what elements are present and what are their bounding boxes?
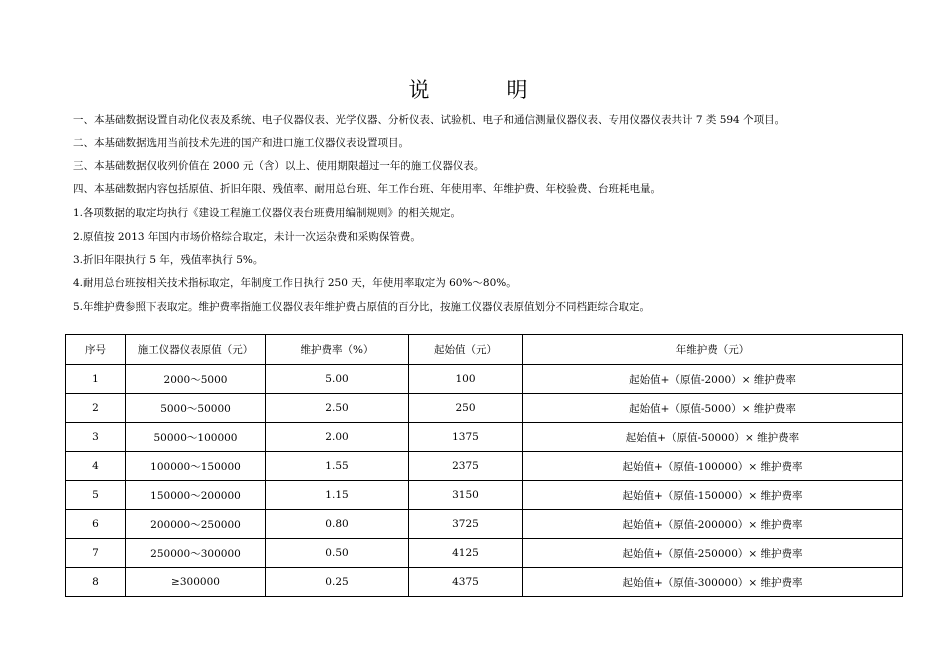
intro-item-2: 二、本基础数据选用当前技术先进的国产和进口施工仪器仪表设置项目。: [73, 137, 409, 149]
cell-annual-fee: 起始值+（原值-200000）× 维护费率: [523, 510, 903, 539]
rule-item-4: 4.耐用总台班按相关技术指标取定，年制度工作日执行 250 天，年使用率取定为 60%～80%。: [73, 277, 517, 289]
table-row: [66, 481, 903, 510]
cell-start-value: 3150: [409, 481, 523, 510]
cell-index: 7: [66, 539, 126, 568]
cell-annual-fee: 起始值+（原值-250000）× 维护费率: [523, 539, 903, 568]
cell-start-value: 4375: [409, 568, 523, 597]
cell-original-value: 250000～300000: [126, 539, 266, 568]
header-annual-fee: 年维护费（元）: [523, 335, 903, 365]
cell-original-value: 100000～150000: [126, 452, 266, 481]
table-row: [66, 568, 903, 597]
cell-annual-fee: 起始值+（原值-100000）× 维护费率: [523, 452, 903, 481]
table-row: [66, 510, 903, 539]
rule-item-2: 2.原值按 2013 年国内市场价格综合取定，未计一次运杂费和采购保管费。: [73, 231, 421, 243]
rule-item-3: 3.折旧年限执行 5 年，残值率执行 5%。: [73, 254, 264, 266]
cell-index: 3: [66, 423, 126, 452]
cell-maintenance-rate: 2.00: [266, 423, 409, 452]
cell-annual-fee: 起始值+（原值-300000）× 维护费率: [523, 568, 903, 597]
cell-maintenance-rate: 1.55: [266, 452, 409, 481]
maintenance-fee-table: [65, 334, 903, 597]
cell-index: 4: [66, 452, 126, 481]
table-row: [66, 423, 903, 452]
intro-item-3: 三、本基础数据仅收列价值在 2000 元（含）以上、使用期限超过一年的施工仪器仪表。: [73, 160, 485, 172]
cell-index: 6: [66, 510, 126, 539]
rule-item-5: 5.年维护费参照下表取定。维护费率指施工仪器仪表年维护费占原值的百分比，按施工仪器仪表原值划分不同档距综合取定。: [73, 301, 651, 313]
header-original-value: 施工仪器仪表原值（元）: [126, 335, 266, 365]
rule-item-1: 1.各项数据的取定均执行《建设工程施工仪器仪表台班费用编制规则》的相关规定。: [73, 207, 462, 219]
cell-annual-fee: 起始值+（原值-5000）× 维护费率: [523, 394, 903, 423]
table-row: [66, 452, 903, 481]
intro-item-1: 一、本基础数据设置自动化仪表及系统、电子仪器仪表、光学仪器、分析仪表、试验机、电子和通信测量仪器仪表、专用仪器仪表共计 7 类 594 个项目。: [73, 114, 786, 126]
table-row: [66, 539, 903, 568]
header-maintenance-rate: 维护费率（%）: [266, 335, 409, 365]
cell-index: 2: [66, 394, 126, 423]
cell-annual-fee: 起始值+（原值-2000）× 维护费率: [523, 365, 903, 394]
cell-index: 5: [66, 481, 126, 510]
cell-original-value: 2000～5000: [126, 365, 266, 394]
cell-original-value: 150000～200000: [126, 481, 266, 510]
header-index: 序号: [66, 335, 126, 365]
cell-annual-fee: 起始值+（原值-150000）× 维护费率: [523, 481, 903, 510]
cell-start-value: 250: [409, 394, 523, 423]
table-header-row: [66, 335, 903, 365]
cell-original-value: ≥300000: [126, 568, 266, 597]
page-title: 说 明: [408, 78, 556, 102]
cell-original-value: 200000～250000: [126, 510, 266, 539]
cell-maintenance-rate: 0.25: [266, 568, 409, 597]
cell-start-value: 100: [409, 365, 523, 394]
header-start-value: 起始值（元）: [409, 335, 523, 365]
cell-index: 8: [66, 568, 126, 597]
cell-annual-fee: 起始值+（原值-50000）× 维护费率: [523, 423, 903, 452]
cell-maintenance-rate: 1.15: [266, 481, 409, 510]
cell-original-value: 50000～100000: [126, 423, 266, 452]
intro-item-4: 四、本基础数据内容包括原值、折旧年限、残值率、耐用总台班、年工作台班、年使用率、年维护费、年校验费、台班耗电量。: [73, 183, 661, 195]
cell-maintenance-rate: 0.50: [266, 539, 409, 568]
cell-start-value: 2375: [409, 452, 523, 481]
cell-maintenance-rate: 0.80: [266, 510, 409, 539]
cell-maintenance-rate: 5.00: [266, 365, 409, 394]
cell-maintenance-rate: 2.50: [266, 394, 409, 423]
cell-start-value: 1375: [409, 423, 523, 452]
table-row: [66, 365, 903, 394]
cell-start-value: 3725: [409, 510, 523, 539]
cell-index: 1: [66, 365, 126, 394]
cell-start-value: 4125: [409, 539, 523, 568]
cell-original-value: 5000～50000: [126, 394, 266, 423]
table-row: [66, 394, 903, 423]
